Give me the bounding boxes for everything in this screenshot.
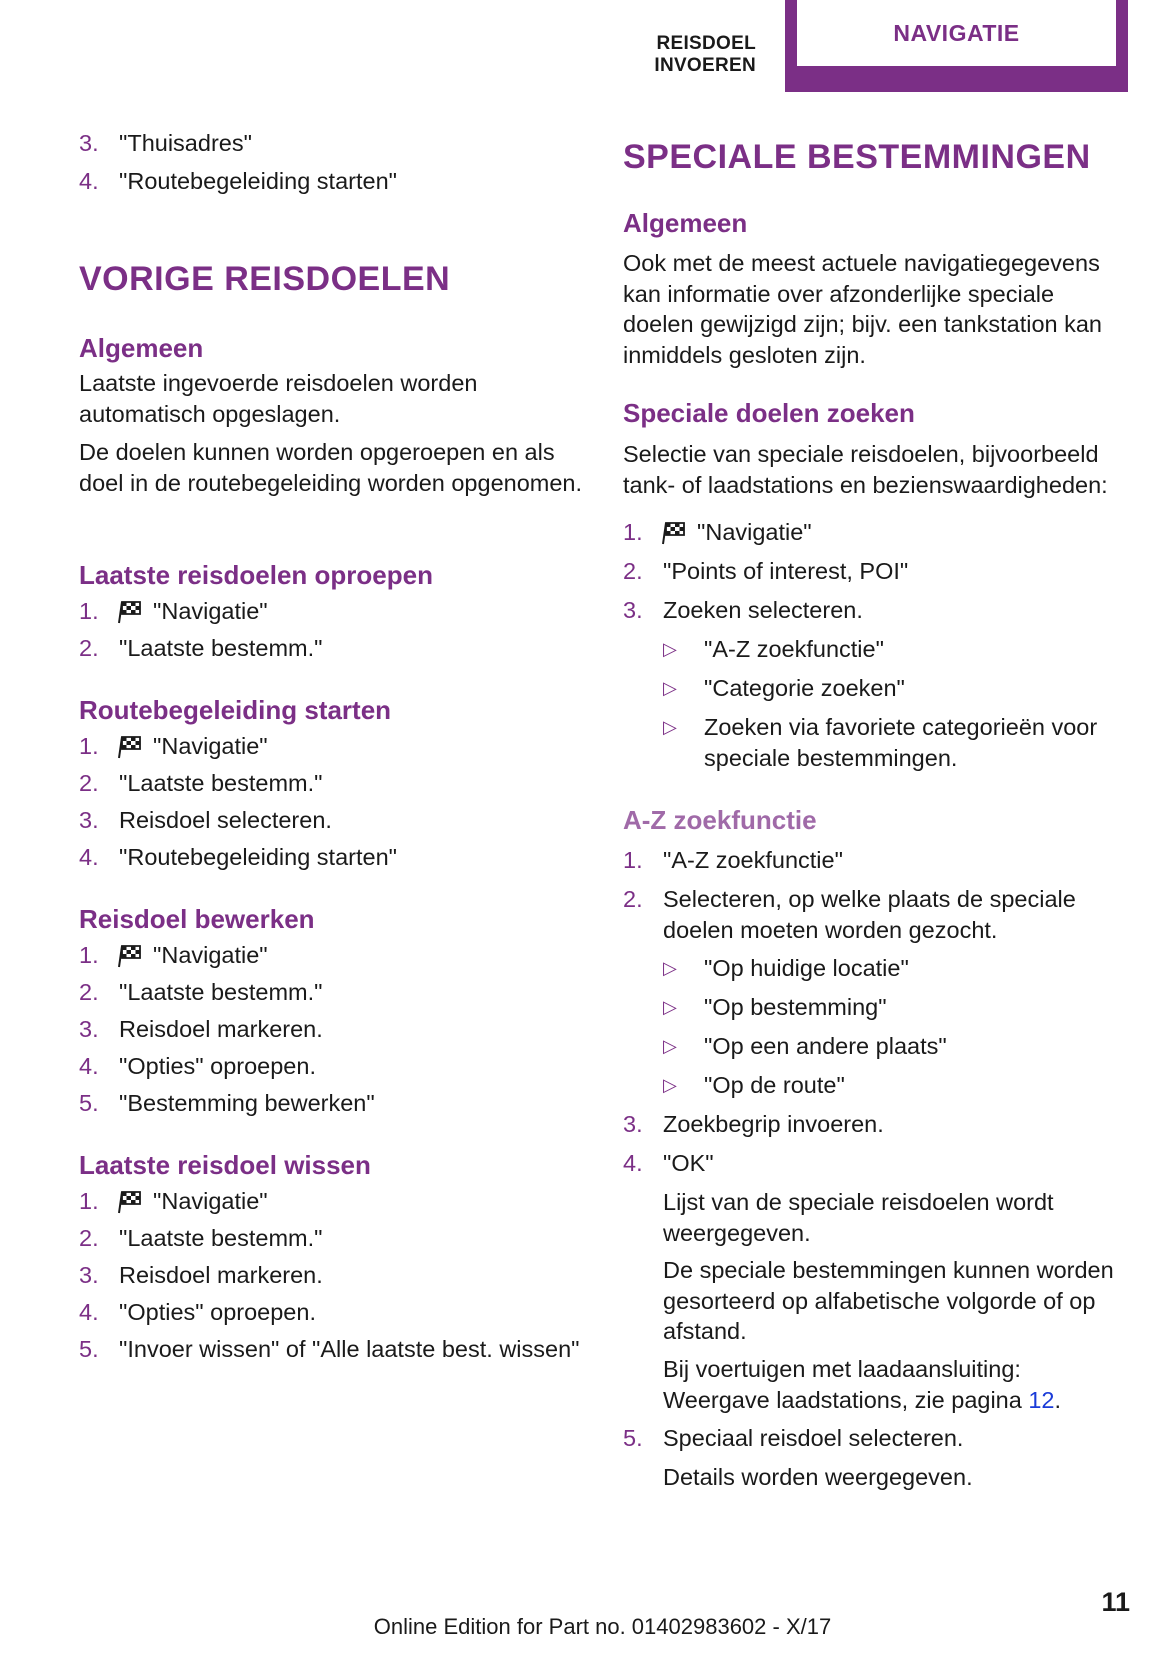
list-number: 2.	[79, 1225, 99, 1251]
bullet-triangle-icon: ▷	[663, 678, 677, 698]
list-text: "Routebegeleiding starten"	[119, 168, 397, 194]
list-text: "Laatste bestemm."	[119, 979, 323, 1005]
list-text: Speciaal reisdoel selecteren.	[663, 1425, 964, 1451]
heading-algemeen: Algemeen	[623, 208, 748, 238]
heading-reisdoel-bewerken: Reisdoel bewerken	[79, 904, 315, 934]
sub-list-text: "Categorie zoeken"	[704, 675, 905, 701]
list-number: 1.	[79, 598, 99, 624]
list-number: 4.	[79, 1053, 99, 1079]
sub-list-text: "A-Z zoekfunctie"	[704, 636, 884, 662]
list-number: 3.	[623, 1111, 643, 1137]
bullet-triangle-icon: ▷	[663, 639, 677, 659]
list-number: 1.	[79, 942, 99, 968]
list-number: 2.	[623, 558, 643, 584]
list-number: 2.	[623, 886, 643, 912]
list-number: 2.	[79, 770, 99, 796]
list-number: 5.	[79, 1336, 99, 1362]
navigation-flag-icon	[117, 1190, 145, 1214]
list-number: 3.	[623, 597, 643, 623]
list-number: 5.	[79, 1090, 99, 1116]
list-number: 2.	[79, 635, 99, 661]
heading-a-z-zoekfunctie: A-Z zoekfunctie	[623, 805, 817, 835]
heading-routebegeleiding-starten: Routebegeleiding starten	[79, 695, 392, 725]
step-note	[663, 1354, 1128, 1415]
laad-end: .	[1054, 1386, 1062, 1413]
step-note: De speciale bestemmingen kunnen worden gesorteerd op alfabetische volgorde of op afstand.	[663, 1257, 1114, 1344]
list-number: 1.	[79, 1188, 99, 1214]
list-text: "Thuisadres"	[119, 130, 252, 156]
list-text: Zoeken selecteren.	[663, 597, 863, 623]
step-note: Lijst van de speciale reisdoelen wordt weergegeven.	[663, 1189, 1054, 1246]
page-link[interactable]: 12	[1028, 1386, 1055, 1413]
navigation-flag-icon	[117, 735, 145, 759]
list-number: 4.	[79, 844, 99, 870]
list-text: "Bestemming bewerken"	[119, 1090, 375, 1116]
heading-laatste-reisdoel-wissen: Laatste reisdoel wissen	[79, 1150, 371, 1180]
list-number: 5.	[623, 1425, 643, 1451]
paragraph: De doelen kunnen worden opgeroepen en als doel in de routebegeleiding worden opgenomen.	[79, 439, 583, 496]
list-number: 2.	[79, 979, 99, 1005]
list-number: 4.	[79, 168, 99, 194]
chapter-tab-label: NAVIGATIE	[797, 0, 1116, 66]
sub-list-text: "Op een andere plaats"	[704, 1033, 947, 1059]
running-header-section: REISDOEL INVOEREN	[654, 33, 756, 76]
bullet-triangle-icon: ▷	[663, 717, 677, 737]
paragraph: Laatste ingevoerde reisdoelen worden automatisch opgeslagen.	[79, 370, 478, 427]
navigation-flag-icon	[661, 521, 689, 545]
list-text: "Navigatie"	[153, 598, 268, 624]
list-text: "Routebegeleiding starten"	[119, 844, 397, 870]
list-text: "Invoer wissen" of "Alle laatste best. wissen"	[119, 1336, 580, 1362]
chapter-tab	[785, 0, 1128, 92]
list-number: 1.	[623, 847, 643, 873]
paragraph: Ook met de meest actuele navigatiegegevens kan informatie over afzonderlijke speciale doelen gewijzigd zijn; bijv. een tankstation kan inmiddels gesloten zijn.	[623, 250, 1102, 368]
section-title-vorige-reisdoelen: VORIGE REISDOELEN	[79, 260, 451, 298]
list-number: 3.	[79, 1262, 99, 1288]
sub-list-text: "Op bestemming"	[704, 994, 887, 1020]
laad-text: Bij voertuigen met laadaansluiting: Weergave laadstations, zie pagina	[663, 1356, 1022, 1413]
list-text: "Navigatie"	[153, 733, 268, 759]
list-text: Reisdoel selecteren.	[119, 807, 332, 833]
list-text: "A-Z zoekfunctie"	[663, 847, 843, 873]
list-text: "Opties" oproepen.	[119, 1053, 316, 1079]
list-number: 3.	[79, 1016, 99, 1042]
sub-list-text: "Op de route"	[704, 1072, 845, 1098]
bullet-triangle-icon: ▷	[663, 1075, 677, 1095]
list-text: "Navigatie"	[153, 942, 268, 968]
navigation-flag-icon	[117, 600, 145, 624]
list-text: Reisdoel markeren.	[119, 1016, 323, 1042]
list-text: "Navigatie"	[153, 1188, 268, 1214]
list-text: "Laatste bestemm."	[119, 770, 323, 796]
list-text: Reisdoel markeren.	[119, 1262, 323, 1288]
list-text: Zoekbegrip invoeren.	[663, 1111, 884, 1137]
list-number: 4.	[79, 1299, 99, 1325]
heading-laatste-reisdoelen-oproepen: Laatste reisdoelen oproepen	[79, 560, 433, 590]
list-text: Selecteren, op welke plaats de speciale doelen moeten worden gezocht.	[663, 886, 1076, 943]
heading-speciale-doelen-zoeken: Speciale doelen zoeken	[623, 398, 915, 428]
bullet-triangle-icon: ▷	[663, 1036, 677, 1056]
list-text: "Points of interest, POI"	[663, 558, 909, 584]
bullet-triangle-icon: ▷	[663, 958, 677, 978]
list-number: 4.	[623, 1150, 643, 1176]
list-text: "OK"	[663, 1150, 714, 1176]
navigation-flag-icon	[117, 944, 145, 968]
list-number: 1.	[623, 519, 643, 545]
footer-edition: Online Edition for Part no. 01402983602 - X/17	[373, 1614, 832, 1639]
list-number: 3.	[79, 130, 99, 156]
paragraph: Selectie van speciale reisdoelen, bijvoorbeeld tank- of laadstations en bezienswaardigheden:	[623, 441, 1108, 498]
sub-list-text: "Op huidige locatie"	[704, 955, 909, 981]
step-note: Details worden weergegeven.	[663, 1464, 973, 1490]
list-text: "Laatste bestemm."	[119, 1225, 323, 1251]
list-text: "Navigatie"	[697, 519, 812, 545]
list-text: "Opties" oproepen.	[119, 1299, 316, 1325]
section-title-speciale-bestemmingen: SPECIALE BESTEMMINGEN	[623, 138, 1091, 176]
list-text: "Laatste bestemm."	[119, 635, 323, 661]
list-number: 3.	[79, 807, 99, 833]
heading-algemeen: Algemeen	[79, 333, 204, 363]
sub-list-text: Zoeken via favoriete categorieën voor speciale bestemmingen.	[704, 714, 1098, 771]
list-number: 1.	[79, 733, 99, 759]
page-number: 11	[1101, 1587, 1130, 1617]
bullet-triangle-icon: ▷	[663, 997, 677, 1017]
